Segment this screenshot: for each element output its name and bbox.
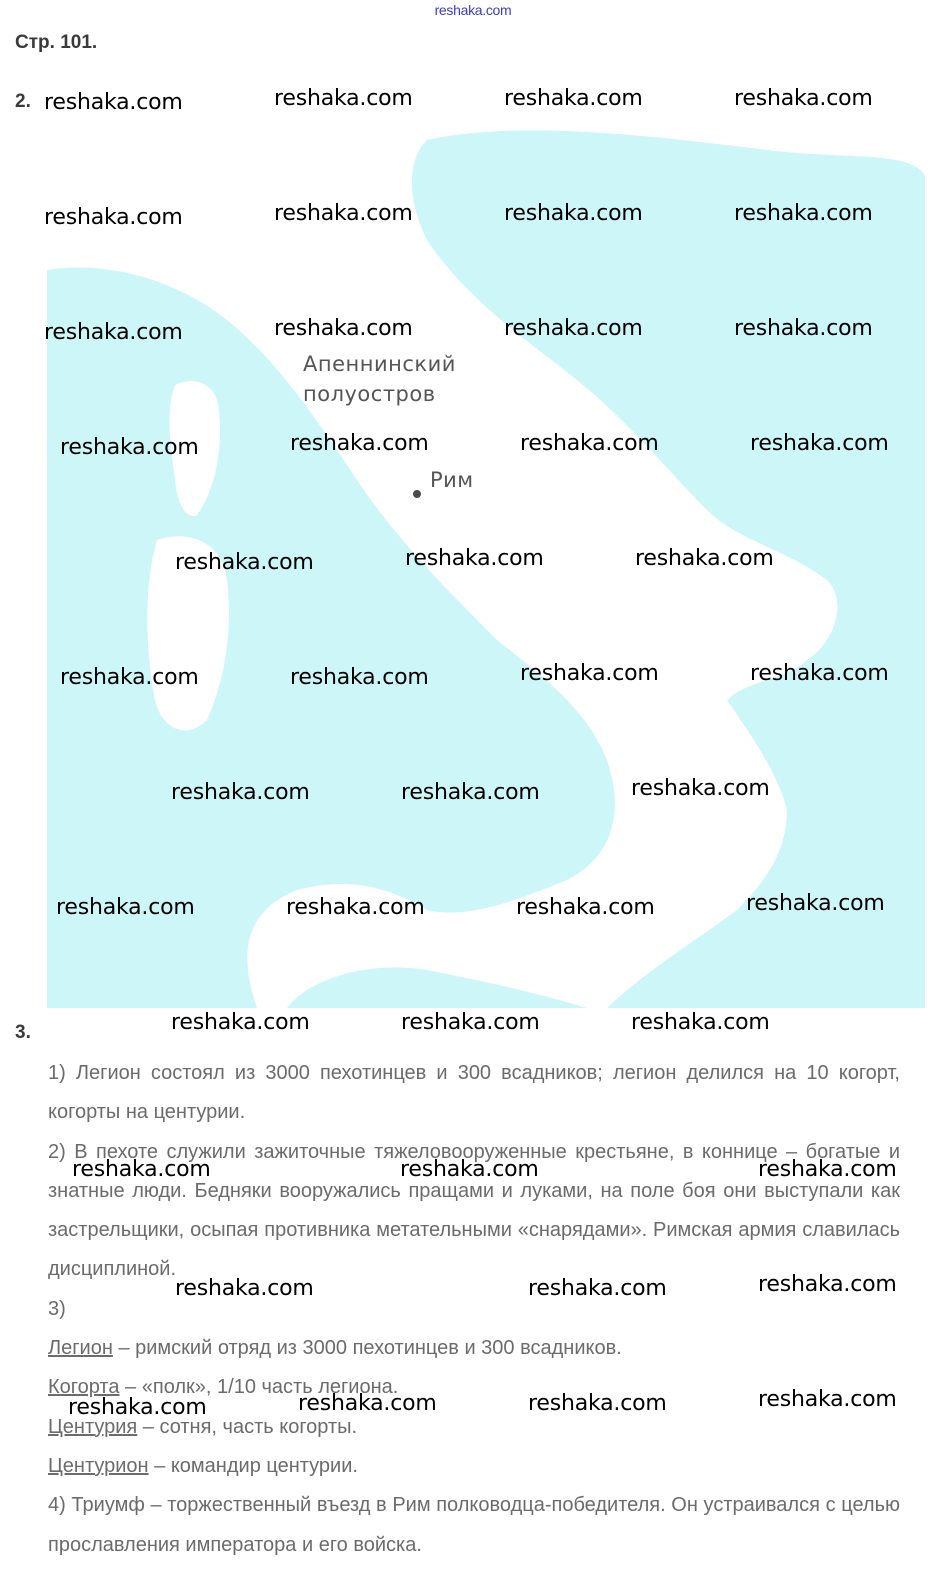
term-row xyxy=(48,1329,900,1368)
watermark: reshaka.com xyxy=(400,1157,539,1182)
term-name: Центурион xyxy=(48,1454,149,1477)
term-name: Когорта xyxy=(48,1376,120,1399)
watermark: reshaka.com xyxy=(175,1276,314,1301)
watermark: reshaka.com xyxy=(44,205,183,230)
watermark: reshaka.com xyxy=(528,1391,667,1416)
watermark: reshaka.com xyxy=(171,1010,310,1035)
term-definition: – «полк», 1/10 часть легиона. xyxy=(119,1376,399,1399)
task-3-answer xyxy=(48,1054,900,1565)
watermark: reshaka.com xyxy=(401,1010,540,1035)
watermark: reshaka.com xyxy=(750,661,889,686)
peninsula-label-line2: полуостров xyxy=(303,382,436,406)
watermark: reshaka.com xyxy=(298,1391,437,1416)
watermark: reshaka.com xyxy=(405,546,544,571)
term-row xyxy=(48,1447,900,1486)
watermark: reshaka.com xyxy=(504,86,643,111)
watermark: reshaka.com xyxy=(528,1276,667,1301)
term-definition: – сотня, часть когорты. xyxy=(137,1415,358,1438)
watermark: reshaka.com xyxy=(758,1157,897,1182)
peninsula-label xyxy=(303,349,456,409)
term-name: Легион xyxy=(48,1337,113,1360)
watermark: reshaka.com xyxy=(758,1387,897,1412)
answer-paragraph-3: 3) xyxy=(48,1297,66,1320)
watermark: reshaka.com xyxy=(401,780,540,805)
watermark: reshaka.com xyxy=(631,776,770,801)
watermark: reshaka.com xyxy=(631,1010,770,1035)
answer-paragraph-4: 4) Триумф – торжественный въезд в Рим полководца-победителя. Он устраивался с целью прославления императора и его войска. xyxy=(48,1494,900,1556)
rome-label: Рим xyxy=(430,468,474,492)
answer-paragraph-2: 2) В пехоте служили зажиточные тяжеловооруженные крестьяне, в коннице – богатые и знатные люди. Бедняки вооружались пращами и луками, на поле боя они выступали как застрельщики, осыпая противника метательными «снарядами». Римская армия славилась дисциплиной. xyxy=(48,1140,900,1281)
task-3-number: 3. xyxy=(15,1022,31,1043)
watermark: reshaka.com xyxy=(56,895,195,920)
watermark: reshaka.com xyxy=(520,431,659,456)
watermark: reshaka.com xyxy=(175,550,314,575)
watermark: reshaka.com xyxy=(60,665,199,690)
watermark: reshaka.com xyxy=(516,895,655,920)
watermark: reshaka.com xyxy=(520,661,659,686)
rome-marker xyxy=(413,490,421,498)
watermark: reshaka.com xyxy=(286,895,425,920)
watermark: reshaka.com xyxy=(44,90,183,115)
watermark: reshaka.com xyxy=(504,201,643,226)
term-definition: – римский отряд из 3000 пехотинцев и 300 всадников. xyxy=(112,1337,622,1360)
watermark: reshaka.com xyxy=(171,780,310,805)
watermark: reshaka.com xyxy=(750,431,889,456)
watermark: reshaka.com xyxy=(758,1272,897,1297)
watermark: reshaka.com xyxy=(734,201,873,226)
watermark: reshaka.com xyxy=(734,316,873,341)
watermark: reshaka.com xyxy=(60,435,199,460)
term-definition: – командир центурии. xyxy=(148,1454,358,1477)
term-name: Центурия xyxy=(48,1415,138,1438)
watermark: reshaka.com xyxy=(68,1395,207,1420)
watermark: reshaka.com xyxy=(44,320,183,345)
watermark: reshaka.com xyxy=(274,86,413,111)
watermark: reshaka.com xyxy=(274,201,413,226)
watermark: reshaka.com xyxy=(504,316,643,341)
watermark: reshaka.com xyxy=(734,86,873,111)
watermark: reshaka.com xyxy=(635,546,774,571)
site-link[interactable]: reshaka.com xyxy=(434,2,512,18)
answer-paragraph-1: 1) Легион состоял из 3000 пехотинцев и 300 всадников; легион делился на 10 когорт, когорты на центурии. xyxy=(48,1062,900,1124)
task-2-number: 2. xyxy=(15,91,31,112)
watermark: reshaka.com xyxy=(290,431,429,456)
watermark: reshaka.com xyxy=(290,665,429,690)
watermark: reshaka.com xyxy=(274,316,413,341)
peninsula-label-line1: Апеннинский xyxy=(303,352,456,376)
watermark: reshaka.com xyxy=(72,1157,211,1182)
page-reference: Стр. 101. xyxy=(15,32,98,53)
watermark: reshaka.com xyxy=(746,891,885,916)
